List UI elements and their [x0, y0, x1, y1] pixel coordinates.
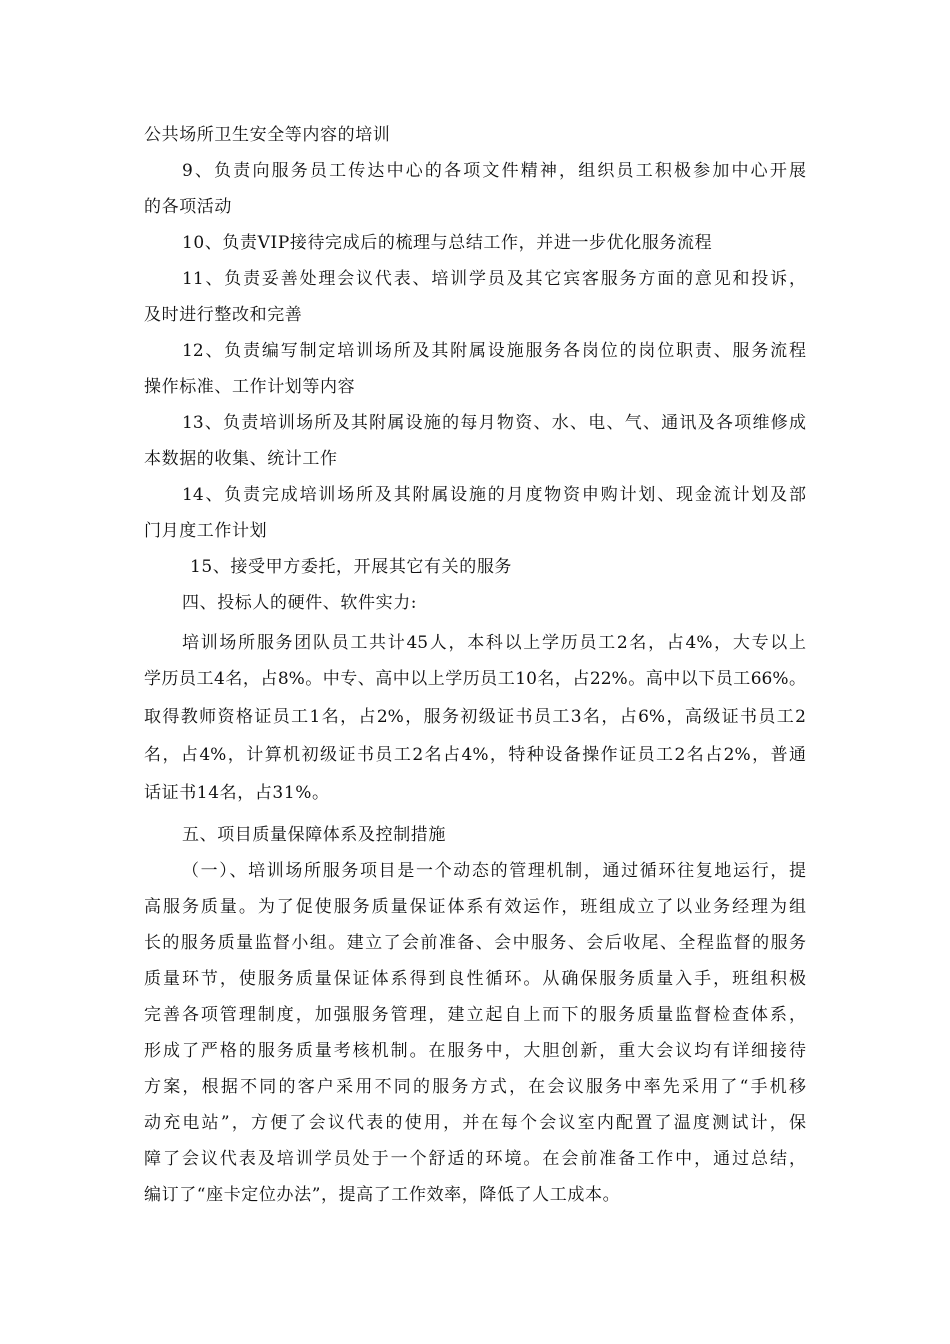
- text-line: 15、接受甲方委托，开展其它有关的服务: [190, 557, 513, 577]
- section-heading: 五、项目质量保障体系及控制措施: [182, 825, 446, 845]
- text-line: 的各项活动: [144, 197, 232, 217]
- text-line: 12、负责编写制定培训场所及其附属设施服务各岗位的岗位职责、服务流程: [182, 341, 806, 361]
- section-heading: 四、投标人的硬件、软件实力:: [182, 593, 418, 613]
- text-line: 方案，根据不同的客户采用不同的服务方式，在会议服务中率先采用了“手机移: [144, 1077, 806, 1097]
- text-line: 学历员工4名，占8%。中专、高中以上学历员工10名，占22%。高中以下员工66%。: [144, 669, 806, 689]
- text-line: 本数据的收集、统计工作: [144, 449, 338, 469]
- text-line: 取得教师资格证员工1名，占2%，服务初级证书员工3名，占6%，高级证书员工2: [144, 707, 806, 727]
- text-line: 完善各项管理制度，加强服务管理，建立起自上而下的服务质量监督检查体系，: [144, 1005, 806, 1025]
- text-line: 障了会议代表及培训学员处于一个舒适的环境。在会前准备工作中，通过总结，: [144, 1149, 806, 1169]
- text-line: 长的服务质量监督小组。建立了会前准备、会中服务、会后收尾、全程监督的服务: [144, 933, 806, 953]
- text-line: 13、负责培训场所及其附属设施的每月物资、水、电、气、通讯及各项维修成: [182, 413, 806, 433]
- text-line: 11、负责妥善处理会议代表、培训学员及其它宾客服务方面的意见和投诉，: [182, 269, 806, 289]
- text-line: 编订了“座卡定位办法”，提高了工作效率，降低了人工成本。: [144, 1185, 621, 1205]
- text-line: （一）、培训场所服务项目是一个动态的管理机制，通过循环往复地运行，提: [182, 861, 806, 881]
- text-line: 公共场所卫生安全等内容的培训: [144, 125, 391, 145]
- text-line: 门月度工作计划: [144, 521, 268, 541]
- text-line: 动充电站”，方便了会议代表的使用，并在每个会议室内配置了温度测试计，保: [144, 1113, 806, 1133]
- text-line: 10、负责VIP接待完成后的梳理与总结工作，并进一步优化服务流程: [182, 233, 713, 253]
- text-line: 名，占4%，计算机初级证书员工2名占4%，特种设备操作证员工2名占2%，普通: [144, 745, 806, 765]
- text-line: 14、负责完成培训场所及其附属设施的月度物资申购计划、现金流计划及部: [182, 485, 806, 505]
- text-line: 高服务质量。为了促使服务质量保证体系有效运作，班组成立了以业务经理为组: [144, 897, 806, 917]
- text-line: 操作标准、工作计划等内容: [144, 377, 356, 397]
- text-line: 培训场所服务团队员工共计45人，本科以上学历员工2名，占4%，大专以上: [182, 633, 806, 653]
- text-line: 话证书14名，占31%。: [144, 783, 330, 803]
- text-line: 及时进行整改和完善: [144, 305, 303, 325]
- text-line: 质量环节，使服务质量保证体系得到良性循环。从确保服务质量入手，班组积极: [144, 969, 806, 989]
- text-line: 形成了严格的服务质量考核机制。在服务中，大胆创新，重大会议均有详细接待: [144, 1041, 806, 1061]
- text-line: 9、负责向服务员工传达中心的各项文件精神，组织员工积极参加中心开展: [182, 161, 806, 181]
